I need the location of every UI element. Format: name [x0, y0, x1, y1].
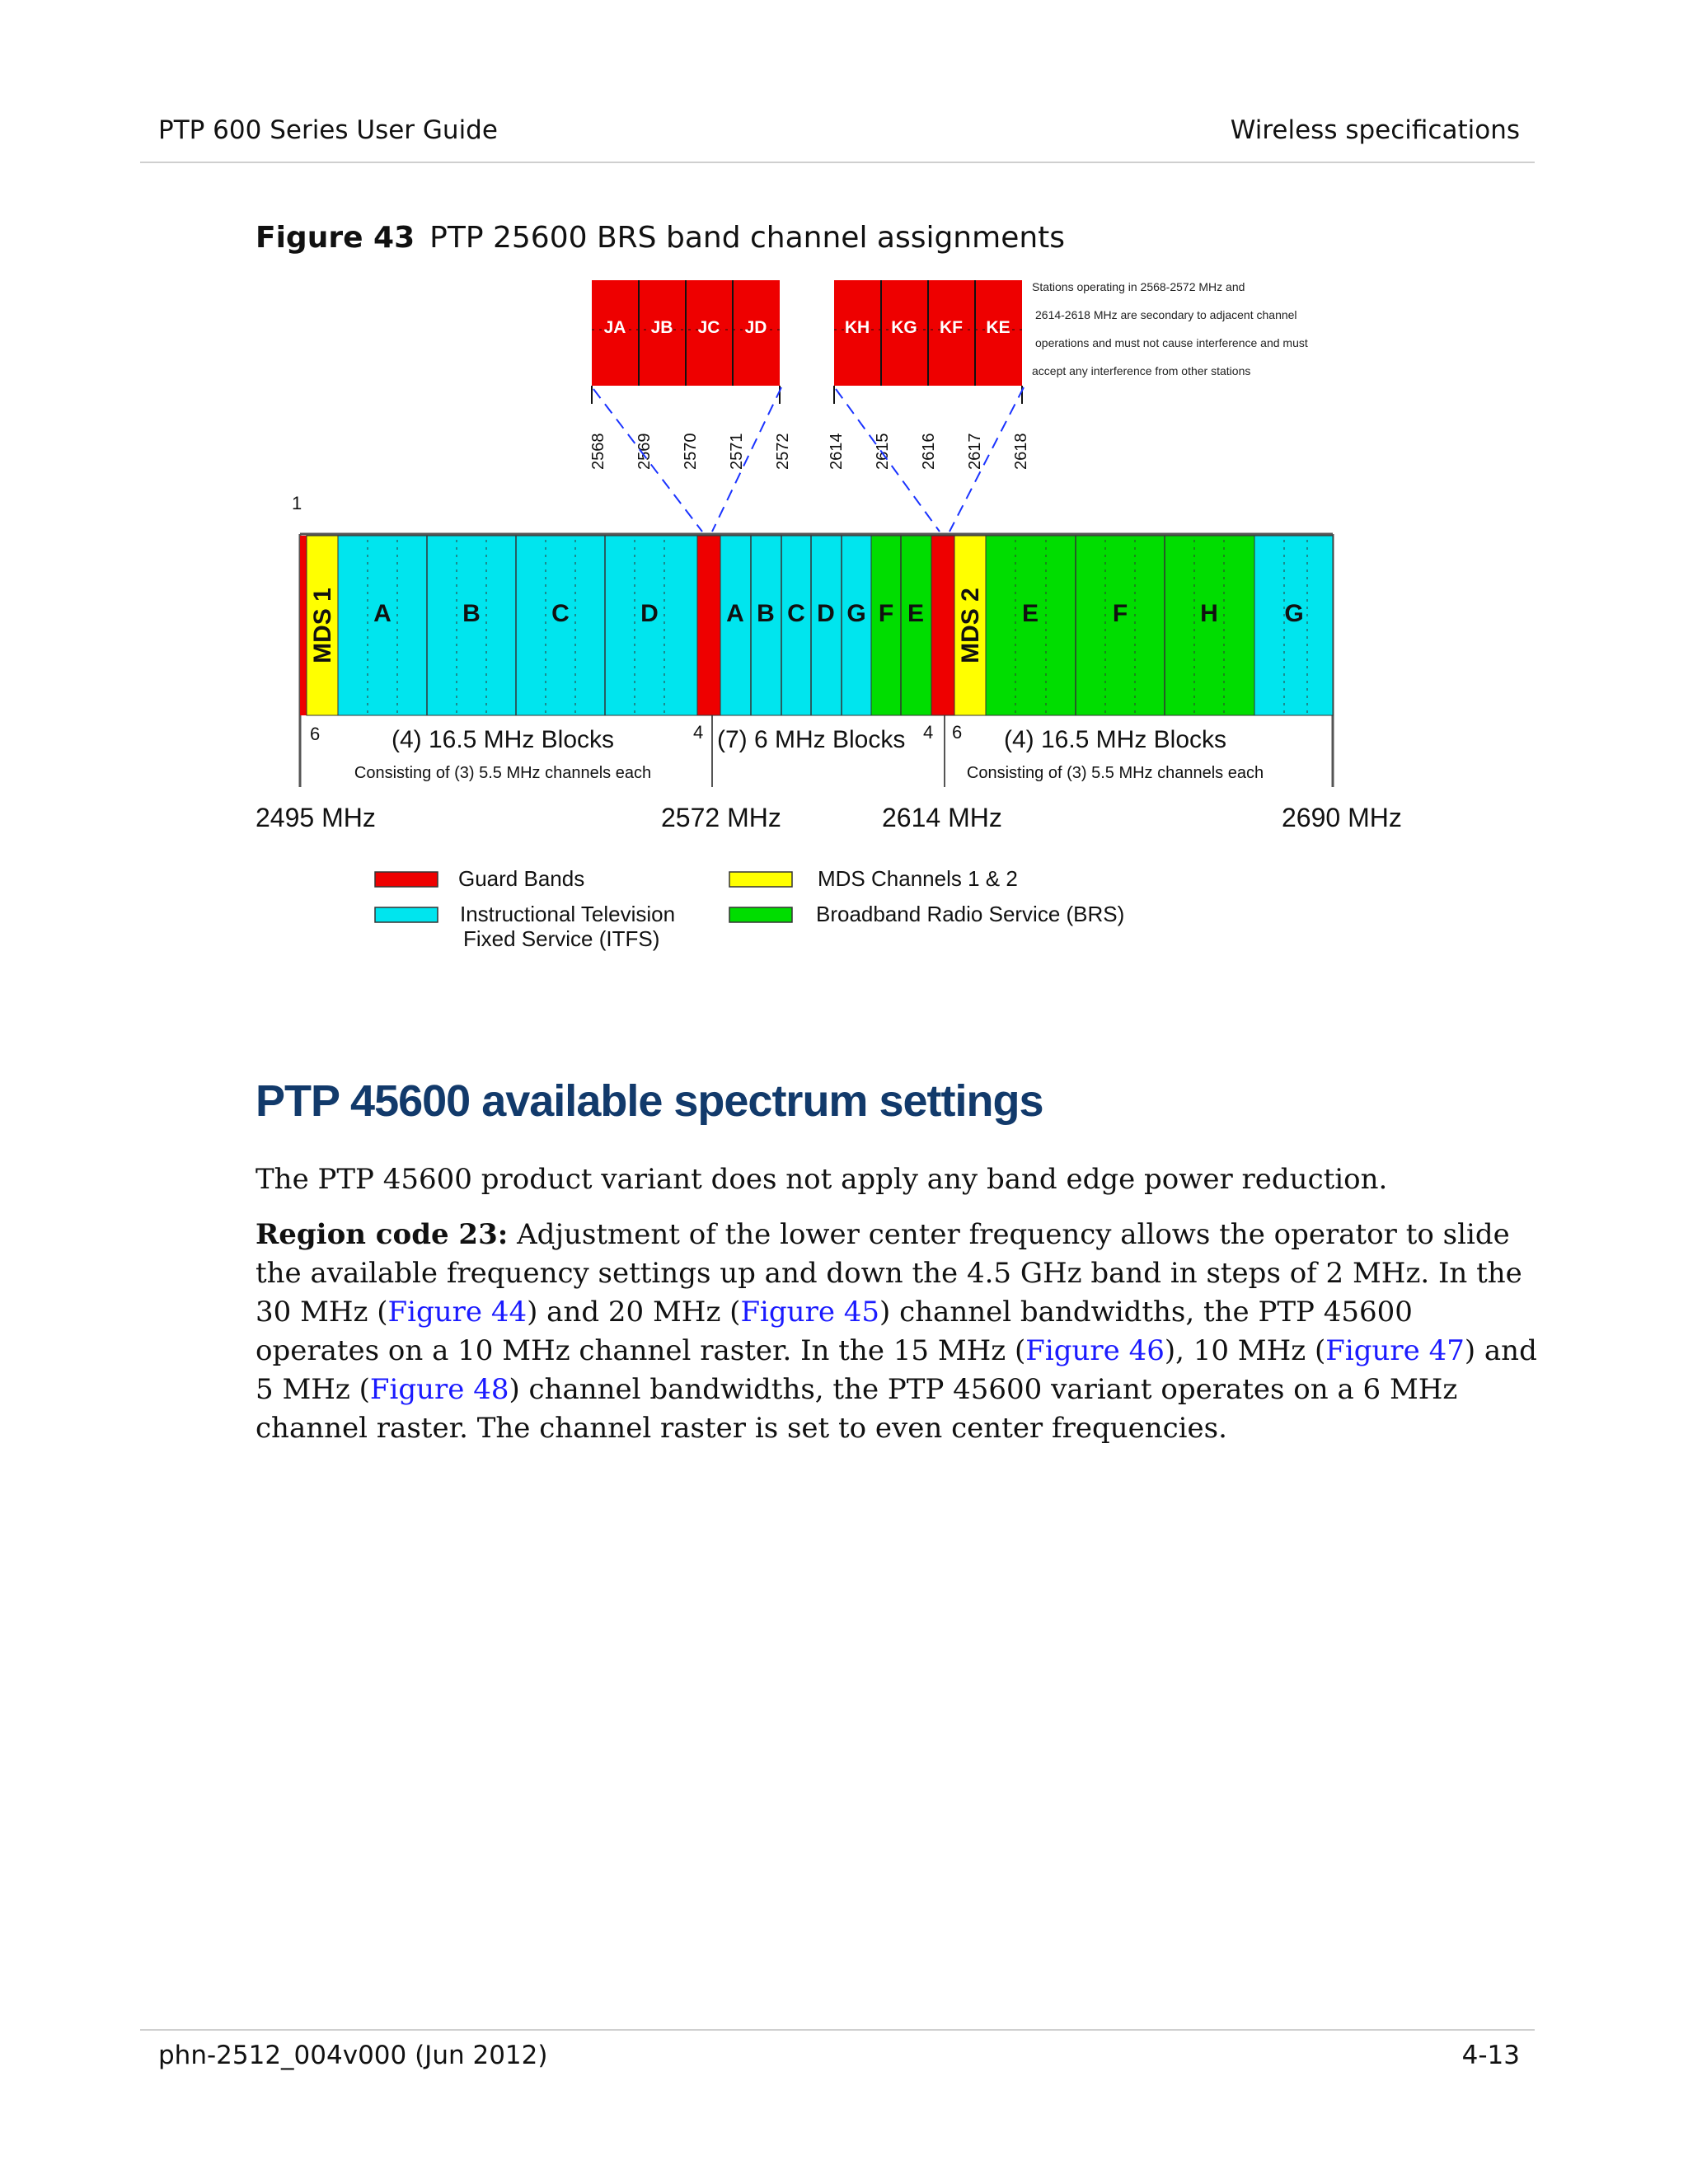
group-title-3: (4) 16.5 MHz Blocks	[1003, 726, 1227, 753]
para-text-4: ), 10 MHz (	[1164, 1334, 1326, 1367]
freq-2617: 2617	[966, 433, 984, 470]
freq-2618: 2618	[1012, 433, 1030, 470]
block-label-jb: JB	[650, 318, 673, 337]
footer-doc-id: phn-2512_004v000 (Jun 2012)	[158, 2041, 548, 2070]
block-mds2: MDS 2	[957, 588, 984, 663]
freq-2614: 2614	[828, 433, 846, 470]
block-g3: G	[1284, 600, 1304, 627]
freq-2570: 2570	[682, 433, 700, 470]
secondary-blocks-left	[592, 280, 780, 386]
legend-mds: MDS Channels 1 & 2	[818, 866, 1018, 891]
top-freq-labels	[589, 434, 1030, 471]
region-code-lead: Region code 23:	[256, 1218, 509, 1251]
freq-label-2614: 2614 MHz	[882, 803, 1002, 832]
para-text-6: ) channel bandwidths, the PTP 45600 variant operates on a 6 MHz channel raster. The channel raster is set to even center frequencies.	[256, 1373, 1458, 1445]
num-4-mid: 4	[693, 722, 704, 743]
footer-rule	[140, 2029, 1535, 2031]
legend-swatch-guard	[375, 872, 438, 887]
block-b1: B	[462, 600, 481, 627]
block-label-jc: JC	[697, 318, 720, 337]
num-6-right: 6	[952, 722, 963, 743]
note-line-3: operations and must not cause interference and must	[1035, 336, 1308, 349]
block-c1: C	[551, 600, 570, 627]
secondary-note	[1032, 280, 1308, 377]
freq-2615: 2615	[874, 433, 892, 470]
legend-guard: Guard Bands	[458, 866, 585, 891]
page-number: 4-13	[1461, 2041, 1520, 2070]
block-b2: B	[757, 600, 775, 627]
freq-label-2572: 2572 MHz	[661, 803, 781, 832]
block-label-kg: KG	[891, 318, 917, 337]
block-d1: D	[640, 600, 659, 627]
block-f2: F	[878, 600, 894, 627]
block-c2: C	[787, 600, 805, 627]
section-heading: PTP 45600 available spectrum settings	[256, 1076, 1043, 1126]
block-a2: A	[726, 600, 744, 627]
num-1: 1	[292, 493, 302, 513]
para-text-1: Adjustment of the lower center frequency allows the operator to slide the available frequency settings up and down the 4.5 GHz band in steps of 2 MHz. In the 30 MHz (	[256, 1218, 1522, 1329]
block-h3: H	[1200, 600, 1218, 627]
paragraph-band-edge: The PTP 45600 product variant does not apply any band edge power reduction.	[256, 1163, 1388, 1196]
running-header-title: PTP 600 Series User Guide	[158, 115, 498, 145]
para-text-3: ) channel bandwidths, the PTP 45600 operates on a 10 MHz channel raster. In the 15 MHz (	[256, 1296, 1413, 1367]
freq-2572: 2572	[774, 433, 792, 470]
group-subtitle-3: Consisting of (3) 5.5 MHz channels each	[966, 764, 1264, 782]
legend-itfs-line2: Fixed Service (ITFS)	[463, 926, 660, 951]
block-a1: A	[373, 600, 392, 627]
secondary-blocks-right	[834, 280, 1022, 386]
legend-brs: Broadband Radio Service (BRS)	[816, 902, 1125, 926]
num-6-left: 6	[310, 724, 321, 744]
legend-swatch-itfs	[375, 907, 438, 922]
block-f3: F	[1112, 600, 1128, 627]
block-label-kh: KH	[844, 318, 870, 337]
link-figure-46[interactable]: Figure 46	[1025, 1334, 1165, 1367]
para-text-2: ) and 20 MHz (	[527, 1296, 741, 1329]
band-channel-diagram	[247, 272, 1434, 964]
group-title-2: (7) 6 MHz Blocks	[717, 726, 906, 753]
link-figure-44[interactable]: Figure 44	[387, 1296, 528, 1329]
figure-number: Figure 43	[256, 221, 415, 255]
block-d2: D	[817, 600, 835, 627]
block-label-jd: JD	[744, 318, 767, 337]
group-subtitle-1: Consisting of (3) 5.5 MHz channels each	[354, 764, 652, 782]
legend-itfs: Instructional Television	[460, 902, 676, 926]
freq-label-2690: 2690 MHz	[1282, 803, 1402, 832]
paragraph-region-code	[256, 1216, 1541, 1448]
legend	[375, 866, 1124, 951]
para-text-5: ) and 5 MHz (	[256, 1334, 1537, 1406]
block-g2: G	[846, 600, 866, 627]
header-rule	[140, 162, 1535, 163]
note-line-4: accept any interference from other stations	[1032, 364, 1251, 377]
link-figure-47[interactable]: Figure 47	[1325, 1334, 1465, 1367]
connector-lines	[593, 387, 1024, 532]
group-title-1: (4) 16.5 MHz Blocks	[391, 726, 615, 753]
freq-2569: 2569	[635, 433, 654, 470]
running-header-section: Wireless specifications	[1230, 115, 1520, 145]
note-line-1: Stations operating in 2568-2572 MHz and	[1032, 280, 1245, 293]
figure-title: PTP 25600 BRS band channel assignments	[429, 221, 1066, 255]
freq-2571: 2571	[728, 433, 746, 470]
block-label-ja: JA	[603, 318, 626, 337]
legend-swatch-mds	[729, 872, 792, 887]
link-figure-45[interactable]: Figure 45	[740, 1296, 880, 1329]
block-label-kf: KF	[940, 318, 963, 337]
freq-label-2495: 2495 MHz	[256, 803, 376, 832]
main-band	[256, 493, 1402, 832]
freq-2616: 2616	[920, 433, 938, 470]
legend-swatch-brs	[729, 907, 792, 922]
freq-2568: 2568	[589, 433, 607, 470]
note-line-2: 2614-2618 MHz are secondary to adjacent channel	[1035, 308, 1297, 321]
block-e2: E	[907, 600, 925, 627]
top-block-ticks	[592, 386, 1022, 404]
link-figure-48[interactable]: Figure 48	[369, 1373, 509, 1406]
block-e3: E	[1021, 600, 1039, 627]
figure-caption	[256, 221, 1065, 255]
num-4-right: 4	[923, 722, 934, 743]
block-label-ke: KE	[986, 318, 1010, 337]
block-mds1: MDS 1	[309, 588, 336, 663]
